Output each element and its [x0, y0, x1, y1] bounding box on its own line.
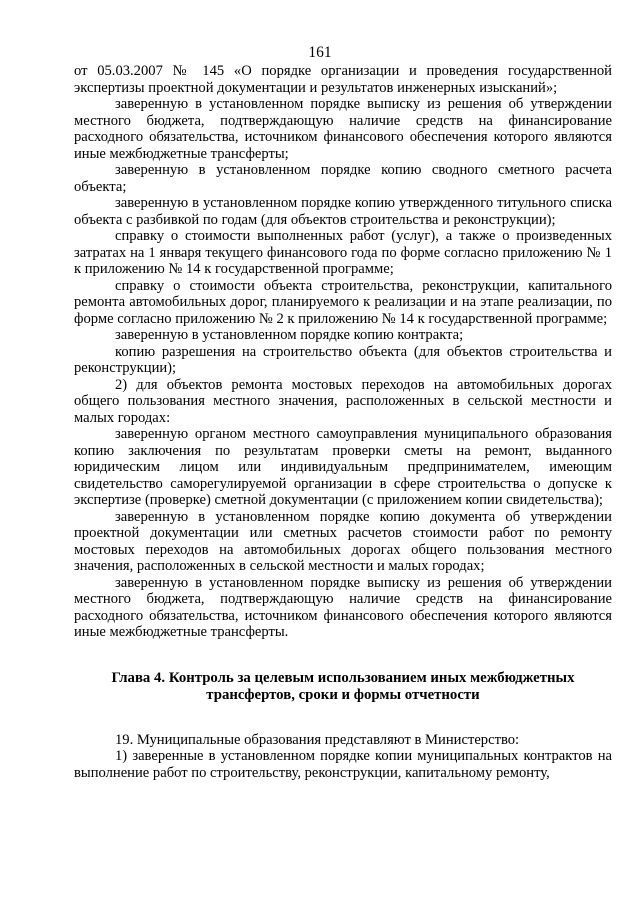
page-number: 161	[308, 44, 332, 61]
paragraph: от 05.03.2007 № 145 «О порядке организации и проведения государственной экспертизы проектной документации и результатов инженерных изысканий»;	[74, 63, 612, 96]
paragraph: 19. Муниципальные образования представляют в Министерство:	[115, 731, 520, 748]
paragraph: заверенную в установленном порядке выписку из решения об утверждении местного бюджета, подтверждающую наличие средств на финансирование расходного обязательства, источником финансового обеспечения которого являются иные межбюджетные трансферты.	[74, 574, 612, 640]
document-body	[74, 63, 612, 781]
paragraph: заверенную в установленном порядке копию сводного сметного расчета объекта;	[74, 162, 612, 195]
paragraph: справку о стоимости объекта строительства, реконструкции, капитального ремонта автомобильных дорог, планируемого к реализации и на этапе реализации, по форме согласно приложению № 2 к приложению № 14 к государственной программе;	[74, 277, 612, 327]
paragraph: заверенную в установленном порядке выписку из решения об утверждении местного бюджета, подтверждающую наличие средств на финансирование расходного обязательства, источником финансового обеспечения которого являются иные межбюджетные трансферты;	[74, 96, 612, 162]
paragraph: 1) заверенные в установленном порядке копии муниципальных контрактов на выполнение работ по строительству, реконструкции, капитальному ремонту,	[74, 748, 612, 781]
paragraph: заверенную в установленном порядке копию утвержденного титульного списка объекта с разбивкой по годам (для объектов строительства и реконструкции);	[74, 195, 612, 228]
chapter-heading	[74, 670, 612, 704]
paragraph: заверенную органом местного самоуправления муниципального образования копию заключения по результатам проверки сметы на ремонт, выданного юридическим лицом или индивидуальным предпринимателем, имеющим свидетельство саморегулируемой организации в сфере строительства о допуске к экспертизе (проверке) сметной документации (с приложением копии свидетельства);	[74, 426, 612, 508]
paragraph: заверенную в установленном порядке копию документа об утверждении проектной документации или сметных расчетов стоимости работ по ремонту мостовых переходов на автомобильных дорогах общего пользования местного значения, расположенных в сельской местности и малых городах;	[74, 508, 612, 574]
paragraph: заверенную в установленном порядке копию контракта;	[115, 327, 464, 343]
chapter-heading-line: Глава 4. Контроль за целевым использованием иных межбюджетных	[111, 669, 575, 686]
paragraph: справку о стоимости выполненных работ (услуг), а также о произведенных затратах на 1 января текущего финансового года по форме согласно приложению № 1 к приложению № 14 к государственной программе;	[74, 228, 612, 277]
paragraph: копию разрешения на строительство объекта (для объектов строительства и реконструкции);	[74, 343, 612, 376]
paragraph: 2) для объектов ремонта мостовых переходов на автомобильных дорогах общего пользования местного значения, расположенных в сельской местности и малых городах:	[74, 376, 612, 426]
chapter-heading-line: трансфертов, сроки и формы отчетности	[206, 686, 480, 703]
